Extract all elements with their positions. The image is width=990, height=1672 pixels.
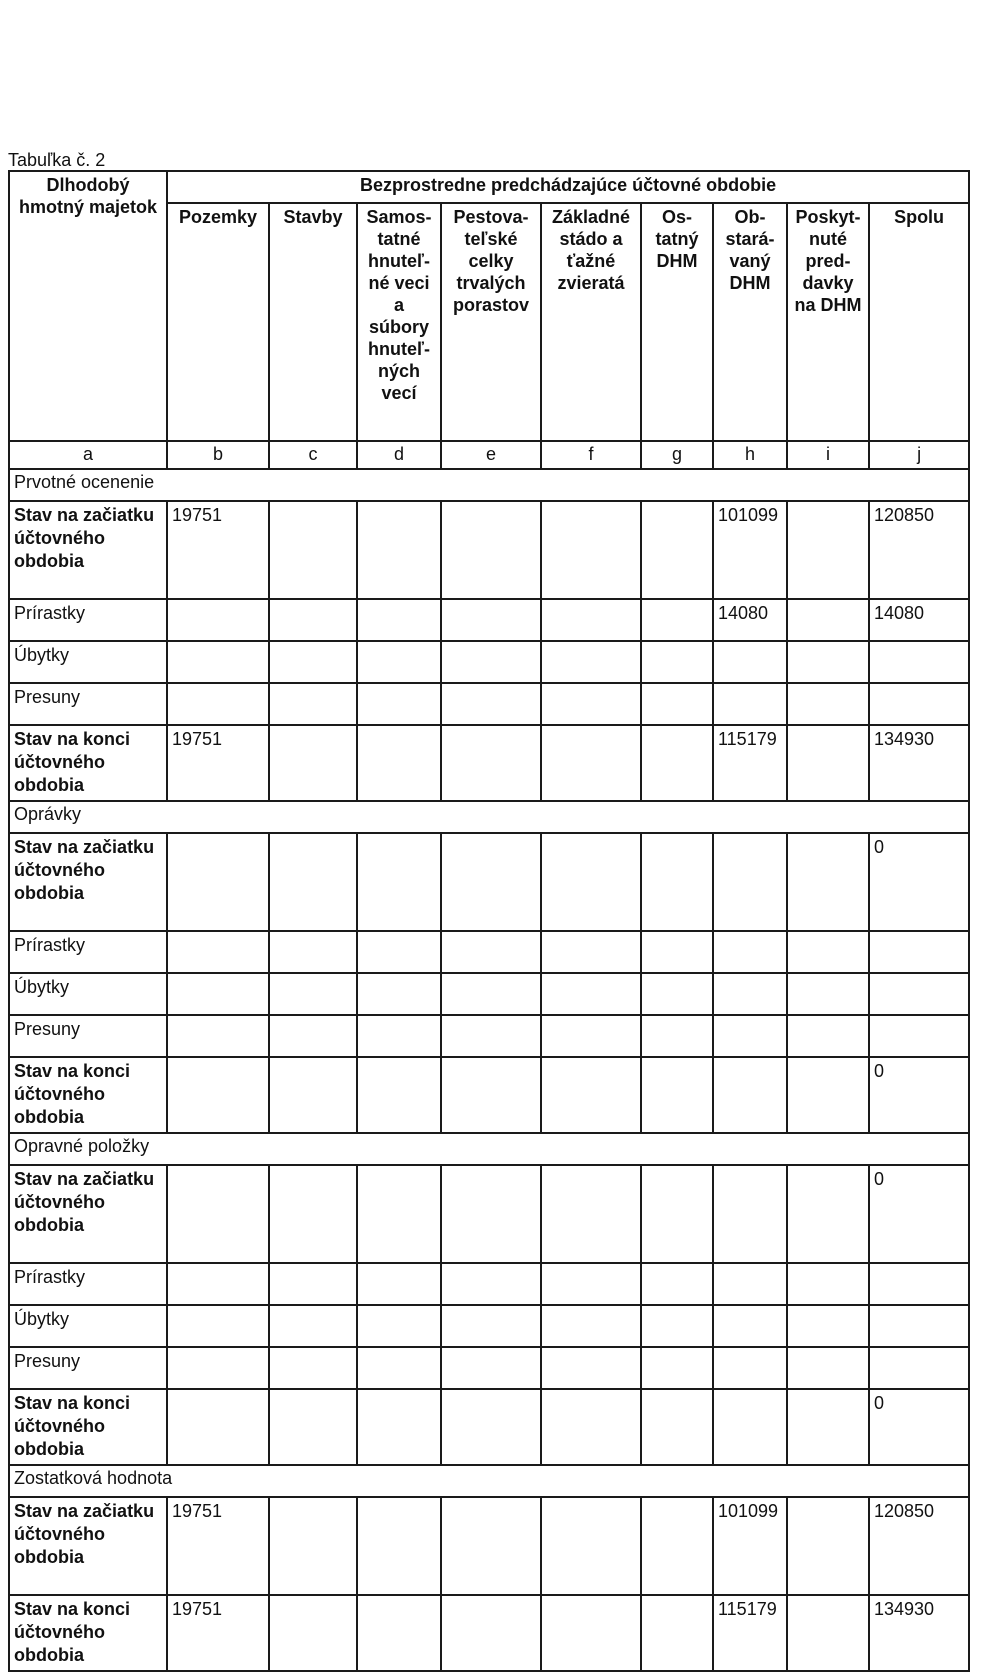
value-cell — [269, 1015, 357, 1057]
value-cell — [357, 501, 441, 599]
table-row — [9, 683, 969, 725]
value-cell — [441, 641, 541, 683]
value-cell — [269, 1305, 357, 1347]
row-label: Úbytky — [9, 1305, 167, 1347]
value-cell — [541, 641, 641, 683]
value-cell — [713, 641, 787, 683]
value-cell — [357, 641, 441, 683]
value-cell — [787, 1015, 869, 1057]
value-cell — [167, 833, 269, 931]
value-cell — [869, 931, 969, 973]
value-cell — [541, 1263, 641, 1305]
value-cell — [541, 1057, 641, 1133]
value-cell — [541, 599, 641, 641]
value-cell — [441, 973, 541, 1015]
value-cell — [541, 833, 641, 931]
value-cell — [787, 1305, 869, 1347]
value-cell: 19751 — [167, 725, 269, 801]
value-cell — [167, 599, 269, 641]
value-cell — [269, 973, 357, 1015]
value-cell — [641, 1057, 713, 1133]
value-cell: 0 — [869, 1057, 969, 1133]
value-cell — [541, 1015, 641, 1057]
column-header: Ob-stará-vaný DHM — [713, 203, 787, 441]
value-cell — [269, 725, 357, 801]
column-header: Pestova-teľské celky trvalých porastov — [441, 203, 541, 441]
section-header-row — [9, 1465, 969, 1497]
value-cell: 120850 — [869, 1497, 969, 1595]
table-row — [9, 931, 969, 973]
value-cell: 19751 — [167, 501, 269, 599]
table-row — [9, 973, 969, 1015]
value-cell — [787, 1347, 869, 1389]
value-cell — [713, 833, 787, 931]
value-cell — [713, 1263, 787, 1305]
value-cell — [357, 1057, 441, 1133]
value-cell — [167, 641, 269, 683]
value-cell — [269, 1165, 357, 1263]
value-cell — [787, 833, 869, 931]
value-cell — [869, 641, 969, 683]
value-cell — [541, 931, 641, 973]
value-cell — [441, 1165, 541, 1263]
value-cell — [641, 973, 713, 1015]
value-cell — [167, 973, 269, 1015]
value-cell — [713, 973, 787, 1015]
column-header: Poskyt-nuté pred-davky na DHM — [787, 203, 869, 441]
value-cell — [441, 683, 541, 725]
value-cell — [541, 1497, 641, 1595]
value-cell — [269, 1347, 357, 1389]
value-cell — [641, 1497, 713, 1595]
column-header: Pozemky — [167, 203, 269, 441]
row-label: Stav na konci účtovného obdobia — [9, 725, 167, 801]
value-cell: 101099 — [713, 1497, 787, 1595]
value-cell — [713, 1305, 787, 1347]
row-label: Stav na začiatku účtovného obdobia — [9, 1497, 167, 1595]
value-cell — [167, 1347, 269, 1389]
value-cell — [269, 1497, 357, 1595]
section-title: Prvotné ocenenie — [9, 469, 969, 501]
value-cell — [541, 725, 641, 801]
value-cell — [441, 1015, 541, 1057]
row-label: Stav na začiatku účtovného obdobia — [9, 1165, 167, 1263]
row-label: Úbytky — [9, 641, 167, 683]
value-cell — [441, 1305, 541, 1347]
value-cell: 19751 — [167, 1497, 269, 1595]
row-label: Stav na konci účtovného obdobia — [9, 1595, 167, 1671]
table-row — [9, 1347, 969, 1389]
table-row — [9, 501, 969, 599]
column-letter: i — [787, 441, 869, 469]
table-row — [9, 1263, 969, 1305]
value-cell — [269, 501, 357, 599]
table-row — [9, 1389, 969, 1465]
value-cell — [641, 1015, 713, 1057]
value-cell — [357, 833, 441, 931]
value-cell: 0 — [869, 1165, 969, 1263]
value-cell — [641, 641, 713, 683]
value-cell — [713, 1015, 787, 1057]
table-caption: Tabuľka č. 2 — [8, 150, 106, 170]
value-cell — [167, 1389, 269, 1465]
value-cell — [167, 931, 269, 973]
value-cell — [269, 683, 357, 725]
value-cell — [357, 1595, 441, 1671]
value-cell — [787, 501, 869, 599]
table-row — [9, 833, 969, 931]
column-letter: c — [269, 441, 357, 469]
value-cell — [167, 1015, 269, 1057]
column-header: Základné stádo a ťažné zvieratá — [541, 203, 641, 441]
value-cell — [541, 1595, 641, 1671]
column-letter: f — [541, 441, 641, 469]
value-cell — [869, 1263, 969, 1305]
value-cell — [869, 1305, 969, 1347]
value-cell — [787, 725, 869, 801]
value-cell — [641, 931, 713, 973]
value-cell — [641, 1347, 713, 1389]
table-row — [9, 1497, 969, 1595]
value-cell — [787, 931, 869, 973]
column-letter: e — [441, 441, 541, 469]
value-cell — [713, 1165, 787, 1263]
column-letter: g — [641, 441, 713, 469]
table-row — [9, 1595, 969, 1671]
row-label: Stav na konci účtovného obdobia — [9, 1389, 167, 1465]
value-cell — [357, 683, 441, 725]
value-cell — [641, 1595, 713, 1671]
value-cell — [641, 725, 713, 801]
value-cell — [869, 973, 969, 1015]
value-cell — [357, 973, 441, 1015]
value-cell — [357, 1389, 441, 1465]
value-cell — [269, 833, 357, 931]
column-letter: a — [9, 441, 167, 469]
value-cell — [787, 973, 869, 1015]
value-cell: 115179 — [713, 1595, 787, 1671]
value-cell — [641, 599, 713, 641]
value-cell — [787, 1165, 869, 1263]
value-cell: 0 — [869, 1389, 969, 1465]
value-cell — [713, 931, 787, 973]
value-cell: 120850 — [869, 501, 969, 599]
column-letter: j — [869, 441, 969, 469]
value-cell — [357, 1497, 441, 1595]
value-cell — [269, 1057, 357, 1133]
value-cell — [787, 1057, 869, 1133]
row-label: Presuny — [9, 1347, 167, 1389]
value-cell — [167, 1057, 269, 1133]
value-cell — [269, 1263, 357, 1305]
value-cell: 101099 — [713, 501, 787, 599]
row-label: Prírastky — [9, 599, 167, 641]
section-header-row — [9, 801, 969, 833]
value-cell: 14080 — [869, 599, 969, 641]
value-cell — [357, 1347, 441, 1389]
value-cell — [713, 1057, 787, 1133]
value-cell — [357, 725, 441, 801]
value-cell — [357, 599, 441, 641]
value-cell: 134930 — [869, 725, 969, 801]
value-cell — [269, 931, 357, 973]
column-letter: d — [357, 441, 441, 469]
value-cell: 0 — [869, 833, 969, 931]
value-cell — [357, 1015, 441, 1057]
value-cell — [641, 1263, 713, 1305]
value-cell — [541, 1389, 641, 1465]
value-cell — [357, 1263, 441, 1305]
value-cell — [787, 683, 869, 725]
section-title: Zostatková hodnota — [9, 1465, 969, 1497]
value-cell — [787, 599, 869, 641]
value-cell — [441, 599, 541, 641]
section-header-row — [9, 469, 969, 501]
value-cell — [357, 931, 441, 973]
value-cell — [441, 1057, 541, 1133]
row-label: Stav na začiatku účtovného obdobia — [9, 501, 167, 599]
table-row — [9, 641, 969, 683]
value-cell — [441, 1595, 541, 1671]
value-cell — [869, 1347, 969, 1389]
value-cell — [441, 1389, 541, 1465]
fixed-assets-table — [8, 170, 970, 1672]
value-cell — [441, 501, 541, 599]
value-cell: 14080 — [713, 599, 787, 641]
value-cell — [167, 1305, 269, 1347]
value-cell — [357, 1305, 441, 1347]
value-cell — [869, 1015, 969, 1057]
table-row — [9, 1305, 969, 1347]
value-cell — [357, 1165, 441, 1263]
value-cell — [641, 833, 713, 931]
value-cell: 115179 — [713, 725, 787, 801]
value-cell — [167, 1165, 269, 1263]
table-row — [9, 1165, 969, 1263]
row-label: Úbytky — [9, 973, 167, 1015]
value-cell — [541, 683, 641, 725]
value-cell — [787, 1389, 869, 1465]
value-cell — [787, 1497, 869, 1595]
value-cell — [441, 1263, 541, 1305]
value-cell — [787, 641, 869, 683]
value-cell — [269, 1595, 357, 1671]
column-header: Os-tatný DHM — [641, 203, 713, 441]
value-cell — [641, 1305, 713, 1347]
row-label: Prírastky — [9, 931, 167, 973]
column-header: Stavby — [269, 203, 357, 441]
letter-row — [9, 441, 969, 469]
table-row — [9, 1057, 969, 1133]
value-cell — [641, 501, 713, 599]
value-cell — [641, 1389, 713, 1465]
value-cell — [269, 599, 357, 641]
row-label: Stav na konci účtovného obdobia — [9, 1057, 167, 1133]
value-cell — [641, 683, 713, 725]
value-cell — [541, 501, 641, 599]
value-cell — [869, 683, 969, 725]
value-cell — [441, 1497, 541, 1595]
value-cell — [269, 1389, 357, 1465]
value-cell: 134930 — [869, 1595, 969, 1671]
value-cell — [167, 1263, 269, 1305]
value-cell — [713, 1389, 787, 1465]
value-cell — [713, 683, 787, 725]
value-cell — [269, 641, 357, 683]
row-header-title: Dlhodobý hmotný majetok — [9, 171, 167, 441]
group-title: Bezprostredne predchádzajúce účtovné obdobie — [167, 171, 969, 203]
column-header: Spolu — [869, 203, 969, 441]
section-title: Oprávky — [9, 801, 969, 833]
table-body — [9, 469, 969, 1671]
value-cell — [787, 1595, 869, 1671]
value-cell — [441, 1347, 541, 1389]
column-letter: b — [167, 441, 269, 469]
row-label: Prírastky — [9, 1263, 167, 1305]
table-row — [9, 725, 969, 801]
section-header-row — [9, 1133, 969, 1165]
value-cell — [641, 1165, 713, 1263]
table-row — [9, 599, 969, 641]
column-letter: h — [713, 441, 787, 469]
value-cell: 19751 — [167, 1595, 269, 1671]
value-cell — [441, 725, 541, 801]
row-label: Stav na začiatku účtovného obdobia — [9, 833, 167, 931]
value-cell — [787, 1263, 869, 1305]
value-cell — [167, 683, 269, 725]
table-row — [9, 1015, 969, 1057]
value-cell — [541, 973, 641, 1015]
section-title: Opravné položky — [9, 1133, 969, 1165]
value-cell — [441, 833, 541, 931]
row-label: Presuny — [9, 683, 167, 725]
value-cell — [713, 1347, 787, 1389]
row-label: Presuny — [9, 1015, 167, 1057]
column-header: Samos-tatné hnuteľ-né veci a súbory hnuteľ-ných vecí — [357, 203, 441, 441]
value-cell — [541, 1165, 641, 1263]
value-cell — [541, 1305, 641, 1347]
value-cell — [541, 1347, 641, 1389]
value-cell — [441, 931, 541, 973]
